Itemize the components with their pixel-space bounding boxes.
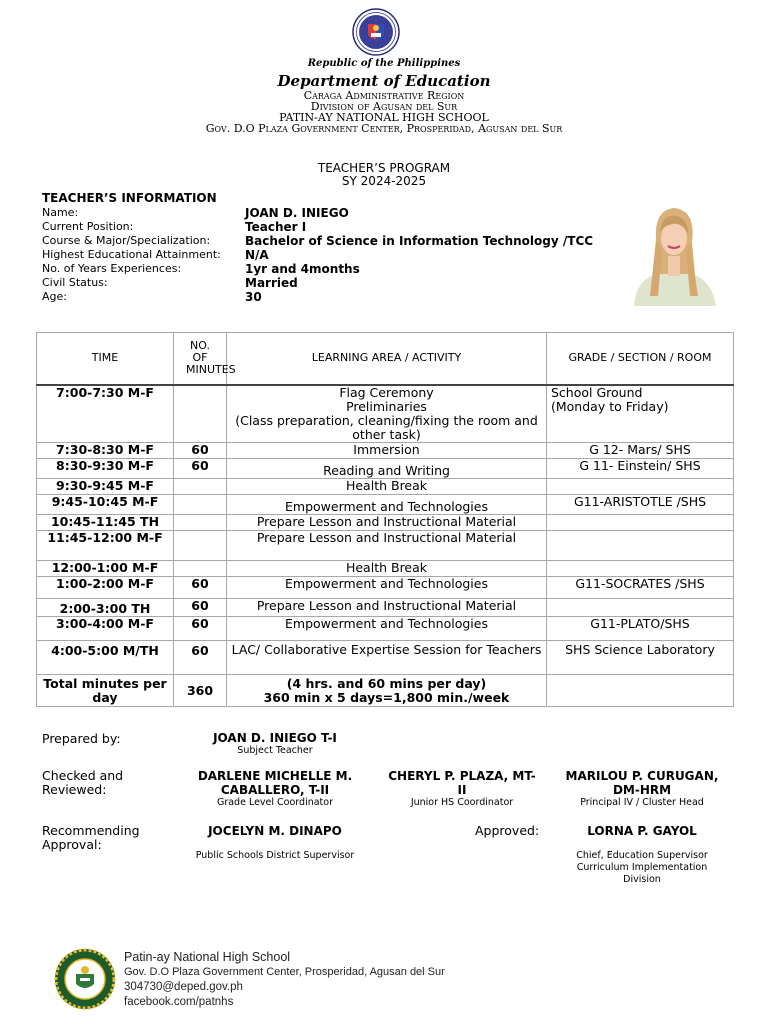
checked1-role: Grade Level Coordinator (216, 797, 334, 808)
footer-address: Gov. D.O Plaza Government Center, Prosperidad, Agusan del Sur (124, 966, 445, 978)
cell-room (547, 561, 734, 577)
recommending-signature (180, 824, 370, 862)
table-row (37, 577, 734, 599)
total-line-2: 360 min x 5 days=1,800 min./week (263, 689, 510, 705)
recommending-role: Public Schools District Supervisor (195, 850, 355, 861)
teacher-photo (626, 200, 722, 306)
region-label: Caraga Administrative Region (303, 89, 465, 102)
table-row (37, 459, 734, 479)
table-row (37, 531, 734, 561)
header-room: GRADE / SECTION / ROOM (547, 333, 734, 385)
republic-label: Republic of the Philippines (307, 58, 461, 69)
cell-minutes: 60 (174, 577, 227, 599)
cell-time: 1:00-2:00 M-F (37, 577, 174, 599)
cell-activity: Empowerment and Technologies (227, 577, 547, 599)
table-row (37, 599, 734, 617)
info-value: Bachelor of Science in Information Technology /TCC (245, 234, 594, 248)
table-header-row (37, 333, 734, 385)
cell-minutes (174, 479, 227, 495)
cell-minutes (174, 515, 227, 531)
footer-facebook: facebook.com/patnhs (124, 996, 234, 1008)
info-row (42, 234, 612, 248)
cell-time: 3:00-4:00 M-F (37, 617, 174, 641)
cell-time: 7:30-8:30 M-F (37, 443, 174, 459)
checked1-name: DARLENE MICHELLE M. CABALLERO, T-II (197, 769, 353, 797)
cell-time: 11:45-12:00 M-F (37, 531, 174, 561)
checked-signature-3 (552, 769, 732, 809)
info-label: Name: (42, 206, 79, 219)
cell-activity: Prepare Lesson and Instructional Material (227, 515, 547, 531)
info-value: Teacher I (245, 220, 307, 234)
cell-time: 8:30-9:30 M-F (37, 459, 174, 479)
info-value: JOAN D. INIEGO (245, 206, 349, 220)
cell-activity: Reading and Writing (227, 459, 547, 479)
total-room-empty (547, 675, 734, 707)
deped-seal-logo (352, 8, 400, 56)
cell-room: G 11- Einstein/ SHS (547, 459, 734, 479)
department-title: Department of Education (277, 72, 491, 90)
cell-time: 9:45-10:45 M-F (37, 495, 174, 515)
cell-activity: Health Break (227, 561, 547, 577)
table-row (37, 641, 734, 675)
cell-minutes: 60 (174, 443, 227, 459)
table-row (37, 385, 734, 443)
address-label: Gov. D.O Plaza Government Center, Prosperidad, Agusan del Sur (205, 122, 563, 135)
info-row (42, 220, 612, 234)
info-label: Current Position: (42, 220, 134, 233)
info-row (42, 276, 612, 290)
schedule-table (36, 332, 734, 707)
cell-activity: Empowerment and Technologies (227, 495, 547, 515)
header-minutes: NO. OF MINUTES (174, 333, 227, 385)
info-label: Highest Educational Attainment: (42, 248, 221, 261)
cell-minutes (174, 561, 227, 577)
info-row (42, 262, 612, 276)
info-label: Civil Status: (42, 276, 108, 289)
info-heading: TEACHER’S INFORMATION (42, 191, 217, 205)
cell-time: 2:00-3:00 TH (37, 599, 174, 617)
prepared-name: JOAN D. INIEGO T-I (213, 731, 337, 745)
program-title: TEACHER’S PROGRAM (317, 161, 451, 175)
approved-signature (562, 824, 722, 886)
checked3-role: Principal IV / Cluster Head (580, 797, 704, 808)
cell-minutes (174, 531, 227, 561)
info-row (42, 290, 612, 304)
cell-time: 10:45-11:45 TH (37, 515, 174, 531)
table-row (37, 479, 734, 495)
cell-room: G11-PLATO/SHS (547, 617, 734, 641)
checked-signature-2 (388, 769, 536, 809)
cell-room (547, 599, 734, 617)
checked-signature-1 (182, 769, 368, 809)
approved-role: Chief, Education Supervisor Curriculum Implementation Division (576, 850, 708, 885)
cell-room: G 12- Mars/ SHS (547, 443, 734, 459)
cell-minutes (174, 495, 227, 515)
header-activity: LEARNING AREA / ACTIVITY (227, 333, 547, 385)
cell-time: 7:00-7:30 M-F (37, 385, 174, 443)
info-value: Married (245, 276, 298, 290)
table-row (37, 443, 734, 459)
info-row (42, 248, 612, 262)
info-label: Course & Major/Specialization: (42, 234, 211, 247)
total-row (37, 675, 734, 707)
prepared-signature (190, 731, 360, 757)
checked-label: Checked and Reviewed: (42, 768, 124, 797)
table-row (37, 515, 734, 531)
cell-room (547, 479, 734, 495)
info-row (42, 206, 612, 220)
prepared-role: Subject Teacher (237, 745, 313, 756)
total-label: Total minutes per day (37, 675, 174, 707)
cell-minutes: 60 (174, 617, 227, 641)
cell-activity: Empowerment and Technologies (227, 617, 547, 641)
school-year: SY 2024-2025 (341, 174, 427, 188)
checked3-name: MARILOU P. CURUGAN, DM-HRM (565, 769, 719, 797)
approved-label: Approved: (475, 823, 540, 838)
cell-time: 9:30-9:45 M-F (37, 479, 174, 495)
info-value: N/A (245, 248, 269, 262)
info-value: 1yr and 4months (245, 262, 360, 276)
division-label: Division of Agusan del Sur (310, 100, 458, 113)
cell-room: G11-ARISTOTLE /SHS (547, 495, 734, 515)
footer-email: 304730@deped.gov.ph (124, 981, 243, 993)
teacher-info (42, 206, 612, 304)
cell-minutes: 60 (174, 459, 227, 479)
cell-time: 12:00-1:00 M-F (37, 561, 174, 577)
total-summary (227, 675, 547, 707)
cell-minutes: 60 (174, 599, 227, 617)
cell-activity: Health Break (227, 479, 547, 495)
school-seal-logo (54, 948, 116, 1010)
cell-minutes: 60 (174, 641, 227, 675)
total-minutes: 360 (174, 675, 227, 707)
info-value: 30 (245, 290, 262, 304)
info-label: No. of Years Experiences: (42, 262, 182, 275)
info-label: Age: (42, 290, 67, 303)
school-label: PATIN-AY NATIONAL HIGH SCHOOL (279, 111, 489, 124)
footer-school: Patin-ay National High School (124, 950, 291, 964)
prepared-label: Prepared by: (42, 731, 121, 746)
cell-time: 4:00-5:00 M/TH (37, 641, 174, 675)
recommending-name: JOCELYN M. DINAPO (208, 824, 342, 838)
cell-room (547, 515, 734, 531)
checked2-name: CHERYL P. PLAZA, MT-II (388, 769, 536, 797)
approved-name: LORNA P. GAYOL (587, 824, 697, 838)
footer-contact (124, 950, 445, 1010)
cell-activity: Immersion (227, 443, 547, 459)
cell-activity: Flag Ceremony Preliminaries (Class preparation, cleaning/fixing the room and other task) (227, 385, 547, 443)
cell-activity: Prepare Lesson and Instructional Material (227, 599, 547, 617)
cell-room: School Ground (Monday to Friday) (547, 385, 734, 443)
table-row (37, 617, 734, 641)
cell-minutes (174, 385, 227, 443)
table-row (37, 495, 734, 515)
cell-activity: LAC/ Collaborative Expertise Session for Teachers (227, 641, 547, 675)
checked2-role: Junior HS Coordinator (410, 797, 514, 808)
cell-room: SHS Science Laboratory (547, 641, 734, 675)
header-time: TIME (37, 333, 174, 385)
cell-room: G11-SOCRATES /SHS (547, 577, 734, 599)
cell-room (547, 531, 734, 561)
total-line-1: (4 hrs. and 60 mins per day) (286, 675, 487, 691)
cell-activity: Prepare Lesson and Instructional Material (227, 531, 547, 561)
table-row (37, 561, 734, 577)
recommending-label: Recommending Approval: (42, 823, 140, 852)
